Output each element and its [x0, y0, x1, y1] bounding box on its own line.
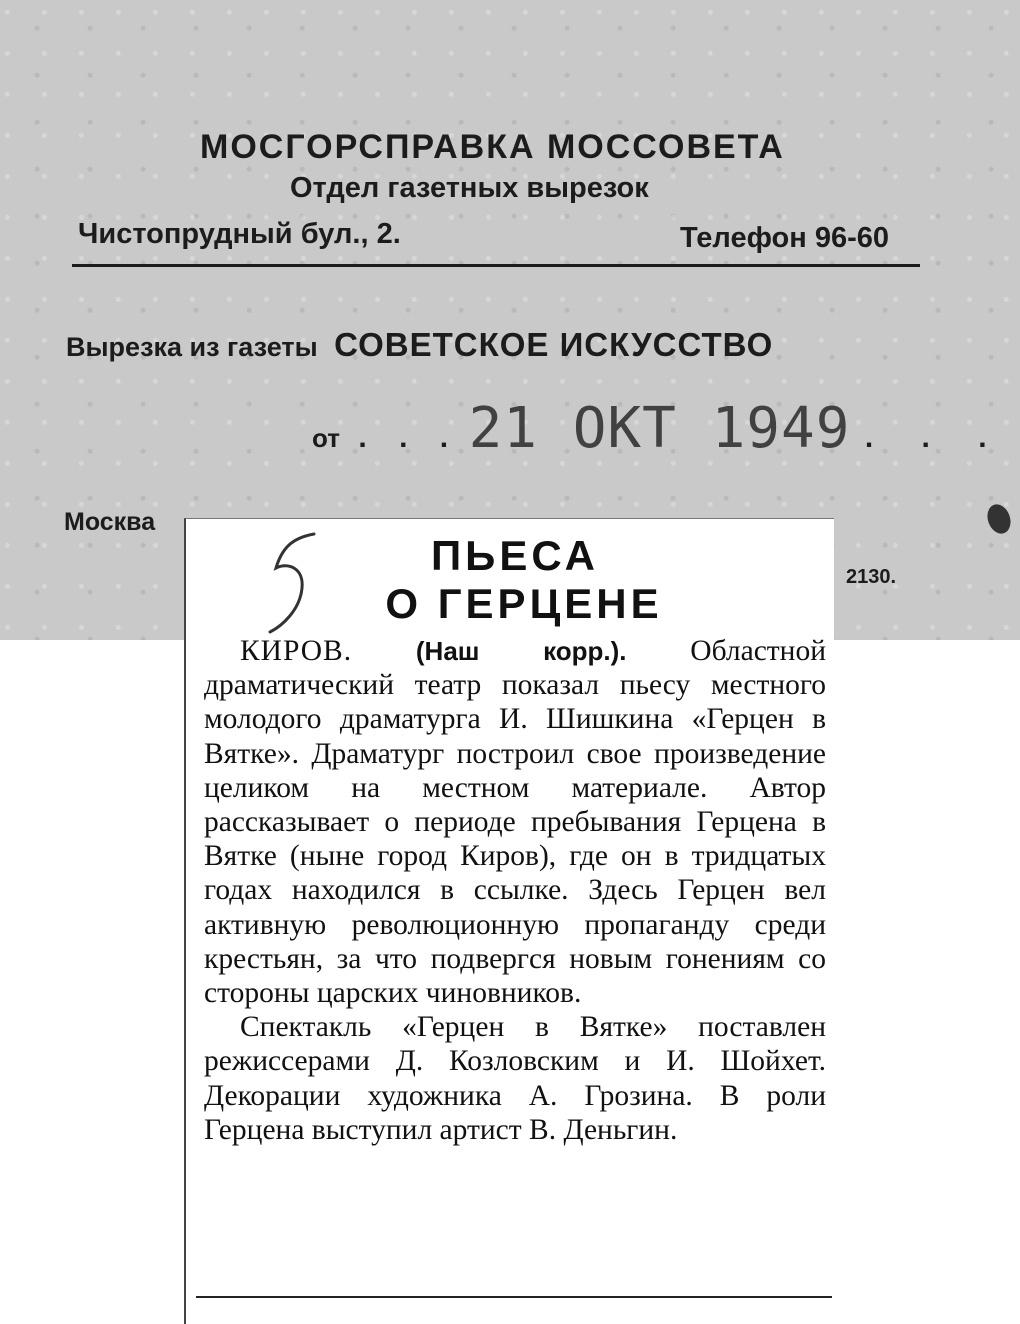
article-paragraph-2: Спектакль «Герцен в Вятке» поставлен режиссерами Д. Козловским и И. Шойхет. Декорации художника А. Грозина. В роли Герцена выступил артист В. Деньгин.	[204, 1011, 826, 1146]
date-stamp: 21 ОКТ 1949	[468, 396, 851, 461]
dateline-correspondent: (Наш корр.).	[415, 636, 627, 666]
headline-line-1: ПЬЕСА	[430, 532, 599, 579]
agency-phone: Телефон 96-60	[680, 222, 890, 254]
headline-line-2: О ГЕРЦЕНЕ	[385, 580, 663, 627]
dateline-city: КИРОВ.	[240, 635, 353, 667]
newspaper-title: СОВЕТСКОЕ ИСКУССТВО	[334, 326, 774, 363]
clipping-bottom-rule	[196, 1296, 832, 1298]
date-dots-right: . . .	[864, 421, 1007, 454]
source-lead: Вырезка из газеты	[66, 332, 318, 362]
date-prefix: от	[312, 423, 340, 453]
agency-address: Чистопрудный бул., 2.	[78, 218, 401, 250]
date-dots-left: . . .	[358, 421, 461, 454]
agency-name: МОСГОРСПРАВКА МОССОВЕТА	[200, 128, 785, 166]
header-divider	[72, 264, 920, 267]
source-line	[66, 326, 773, 364]
article-body	[204, 634, 826, 1147]
department-name: Отдел газетных вырезок	[290, 172, 649, 204]
issue-number: 2130.	[846, 566, 897, 588]
city-label: Москва	[64, 508, 156, 536]
date-line	[312, 396, 1007, 461]
article-paragraph-1	[204, 634, 826, 1010]
paragraph-1-text: Областной драматический театр показал пьесу местного молодого драматурга И. Шишкина «Герцен в Вятке». Драматург построил свое произведение целиком на местном материале. Автор рассказывает о периоде пребывания Герцена в Вятке (ныне город Киров), где он в тридцатых годах находился в ссылке. Здесь Герцен вел активную революционную пропаганду среди крестьян, за что подвергся новым гонениям со стороны царских чиновников.	[204, 635, 826, 1010]
article-headline	[200, 532, 830, 628]
